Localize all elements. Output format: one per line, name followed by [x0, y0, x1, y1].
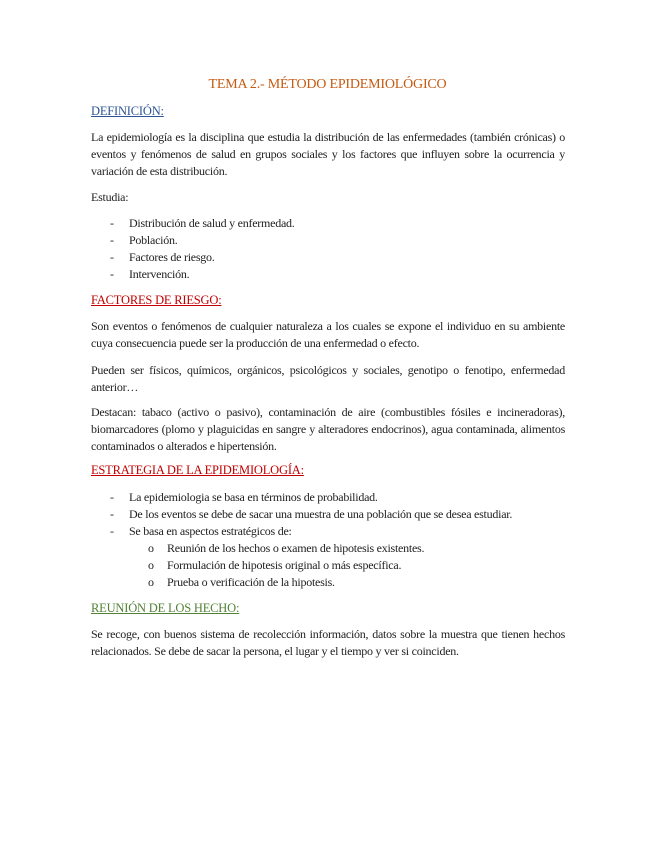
list-dash: -	[110, 216, 114, 230]
sublist-item: Prueba o verificación de la hipotesis.	[167, 575, 335, 589]
list-item: Población.	[129, 233, 178, 247]
heading-definicion: DEFINICIÓN:	[91, 104, 164, 118]
list-dash: -	[110, 524, 114, 538]
paragraph-definicion: La epidemiología es la disciplina que estudia la distribución de las enfermedades (también crónicas) o eventos y fenómenos de salud en grupos sociales y los factores que influyen sobre la ocurrencia y variación de esta distribución.	[91, 130, 565, 178]
list-dash: -	[110, 267, 114, 281]
list-dash: -	[110, 250, 114, 264]
list-item: Factores de riesgo.	[129, 250, 215, 264]
paragraph-factores-3: Destacan: tabaco (activo o pasivo), contaminación de aire (combustibles fósiles e incineradoras), biomarcadores (plomo y plaguicidas en sangre y alteradores endocrinos), agua contaminada, alimentos contaminados o alterados e hipertensión.	[91, 405, 565, 453]
heading-factores-de-riesgo: FACTORES DE RIESGO:	[91, 293, 222, 307]
sublist-bullet: o	[148, 575, 154, 589]
list-item: De los eventos se debe de sacar una muestra de una población que se desea estudiar.	[129, 507, 513, 521]
list-dash: -	[110, 233, 114, 247]
sublist-bullet: o	[148, 558, 154, 572]
paragraph-reunion: Se recoge, con buenos sistema de recolección información, datos sobre la muestra que tienen hechos relacionados. Se debe de sacar la persona, el lugar y el tiempo y ver si coinciden.	[91, 627, 565, 658]
sublist-bullet: o	[148, 541, 154, 555]
list-item: Intervención.	[129, 267, 190, 281]
list-dash: -	[110, 490, 114, 504]
list-item: La epidemiologia se basa en términos de probabilidad.	[129, 490, 378, 504]
estudia-label: Estudia:	[91, 190, 129, 204]
heading-reunion: REUNIÓN DE LOS HECHO:	[91, 601, 240, 615]
sublist-item: Reunión de los hechos o examen de hipotesis existentes.	[167, 541, 425, 555]
list-dash: -	[110, 507, 114, 521]
paragraph-factores-1: Son eventos o fenómenos de cualquier naturaleza a los cuales se expone el individuo en su ambiente cuya consecuencia puede ser la producción de una enfermedad o efecto.	[91, 319, 565, 350]
list-item: Distribución de salud y enfermedad.	[129, 216, 295, 230]
list-item: Se basa en aspectos estratégicos de:	[129, 524, 292, 538]
heading-estrategia: ESTRATEGIA DE LA EPIDEMIOLOGÍA:	[91, 463, 304, 477]
paragraph-factores-2: Pueden ser físicos, químicos, orgánicos, psicológicos y sociales, genotipo o fenotipo, enfermedad anterior…	[91, 363, 565, 394]
sublist-item: Formulación de hipotesis original o más específica.	[167, 558, 402, 572]
document-title: TEMA 2.- MÉTODO EPIDEMIOLÓGICO	[208, 77, 447, 92]
